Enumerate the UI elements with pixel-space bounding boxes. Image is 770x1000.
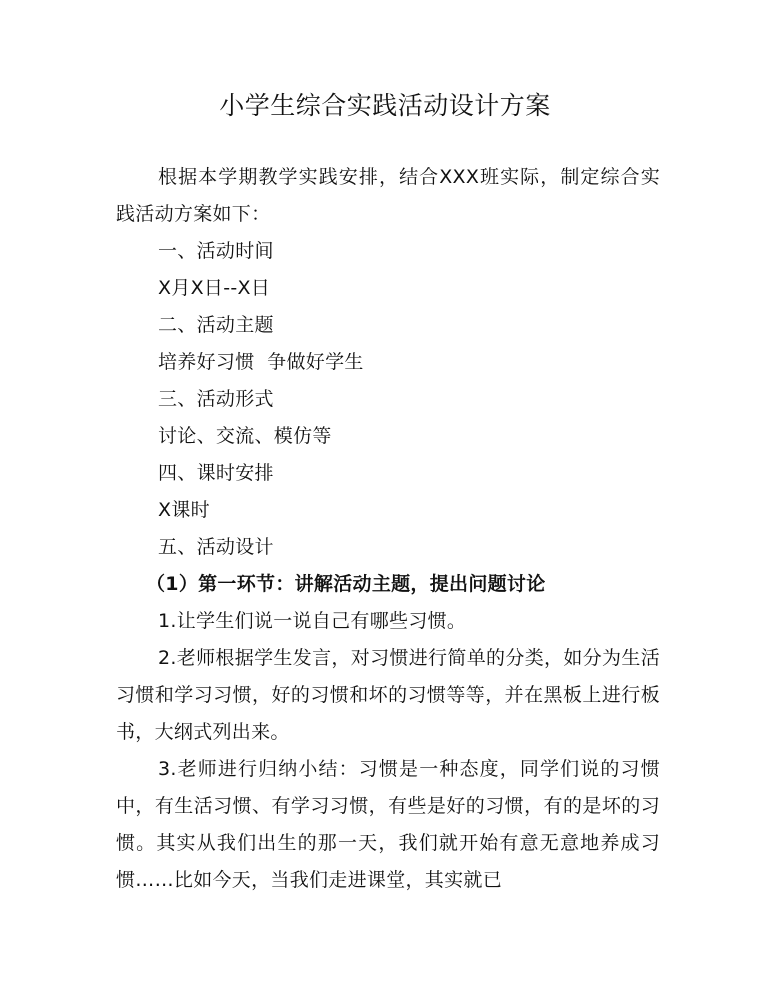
step1-heading: （1）第一环节：讲解活动主题，提出问题讨论 bbox=[146, 573, 546, 595]
section-content-format: 讨论、交流、模仿等 bbox=[158, 425, 332, 447]
design-item-2: 2.老师根据学生发言，对习惯进行简单的分类，如分为生活习惯和学习习惯，好的习惯和坏的习惯等等，并在黑板上进行板书，大纲式列出来。 bbox=[116, 647, 660, 743]
section-heading-hours: 四、课时安排 bbox=[158, 462, 274, 484]
section-content-theme bbox=[116, 344, 660, 381]
section-heading-design: 五、活动设计 bbox=[158, 536, 274, 558]
section-content-time: X月X日--X日 bbox=[158, 277, 271, 299]
section-heading-theme: 二、活动主题 bbox=[158, 314, 274, 336]
design-item-1: 1.让学生们说一说自己有哪些习惯。 bbox=[158, 610, 467, 632]
section-heading-format: 三、活动形式 bbox=[158, 388, 274, 410]
section-heading-time: 一、活动时间 bbox=[158, 240, 274, 262]
section-content-hours: X课时 bbox=[158, 499, 210, 521]
design-item-3: 3.老师进行归纳小结：习惯是一种态度，同学们说的习惯中，有生活习惯、有学习习惯，有些是好的习惯，有的是坏的习惯。其实从我们出生的那一天，我们就开始有意无意地养成习惯……比如今天，当我们走进课堂，其实就已 bbox=[116, 758, 660, 891]
intro-paragraph: 根据本学期教学实践安排，结合XXX班实际，制定综合实践活动方案如下： bbox=[116, 166, 660, 225]
theme-text: 培养好习惯 争做好学生 bbox=[158, 351, 364, 373]
document-title: 小学生综合实践活动设计方案 bbox=[219, 91, 551, 120]
document-body bbox=[116, 159, 660, 899]
